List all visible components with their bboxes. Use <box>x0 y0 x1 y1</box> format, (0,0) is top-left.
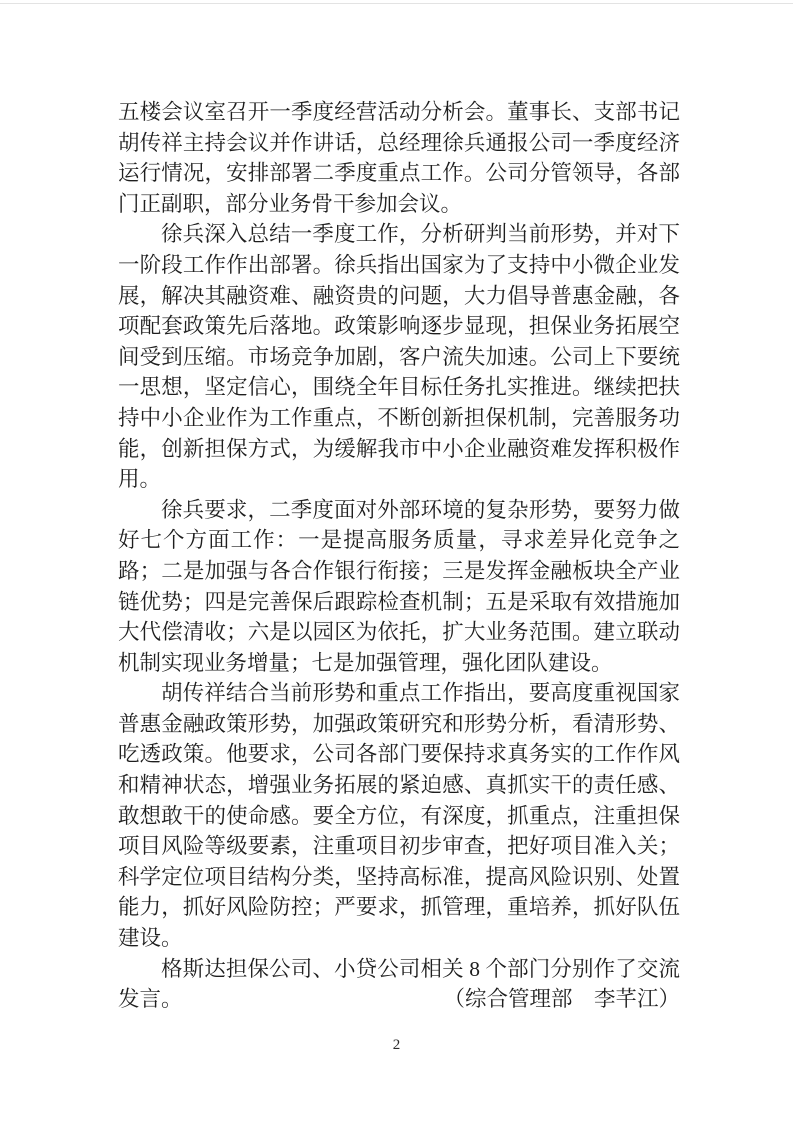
byline-signature: （综合管理部 李芊江） <box>443 987 680 1012</box>
paragraph: 格斯达担保公司、小贷公司相关 8 个部门分别作了交流发言。 （综合管理部 李芊江） <box>118 954 680 1015</box>
page-number: 2 <box>392 1037 401 1053</box>
paragraph: 五楼会议室召开一季度经营活动分析会。董事长、支部书记胡传祥主持会议并作讲话，总经理徐兵通报公司一季度经济运行情况，安排部署二季度重点工作。公司分管领导，各部门正副职，部分业务骨干参加会议。 <box>118 100 680 216</box>
document-body <box>118 97 680 1015</box>
paragraph: 胡传祥结合当前形势和重点工作指出，要高度重视国家普惠金融政策形势，加强政策研究和形势分析，看清形势、吃透政策。他要求，公司各部门要保持求真务实的工作作风和精神状态，增强业务拓展的紧迫感、真抓实干的责任感、敢想敢干的使命感。要全方位，有深度，抓重点，注重担保项目风险等级要素，注重项目初步审查，把好项目准入关；科学定位项目结构分类，坚持高标准，提高风险识别、处置能力，抓好风险防控；严要求，抓管理，重培养，抓好队伍建设。 <box>118 681 680 951</box>
scan-artifact-line <box>0 3 793 4</box>
paragraph: 徐兵深入总结一季度工作，分析研判当前形势，并对下一阶段工作作出部署。徐兵指出国家为了支持中小微企业发展，解决其融资难、融资贵的问题，大力倡导普惠金融，各项配套政策先后落地。政策影响逐步显现，担保业务拓展空间受到压缩。市场竞争加剧，客户流失加速。公司上下要统一思想，坚定信心，围绕全年目标任务扎实推进。继续把扶持中小企业作为工作重点，不断创新担保机制，完善服务功能，创新担保方式，为缓解我市中小企业融资难发挥积极作用。 <box>118 222 680 492</box>
paragraph: 徐兵要求，二季度面对外部环境的复杂形势，要努力做好七个方面工作：一是提高服务质量，寻求差异化竞争之路；二是加强与各合作银行衔接；三是发挥金融板块全产业链优势；四是完善保后跟踪检查机制；五是采取有效措施加大代偿清收；六是以园区为依托，扩大业务范围。建立联动机制实现业务增量；七是加强管理，强化团队建设。 <box>118 497 680 675</box>
